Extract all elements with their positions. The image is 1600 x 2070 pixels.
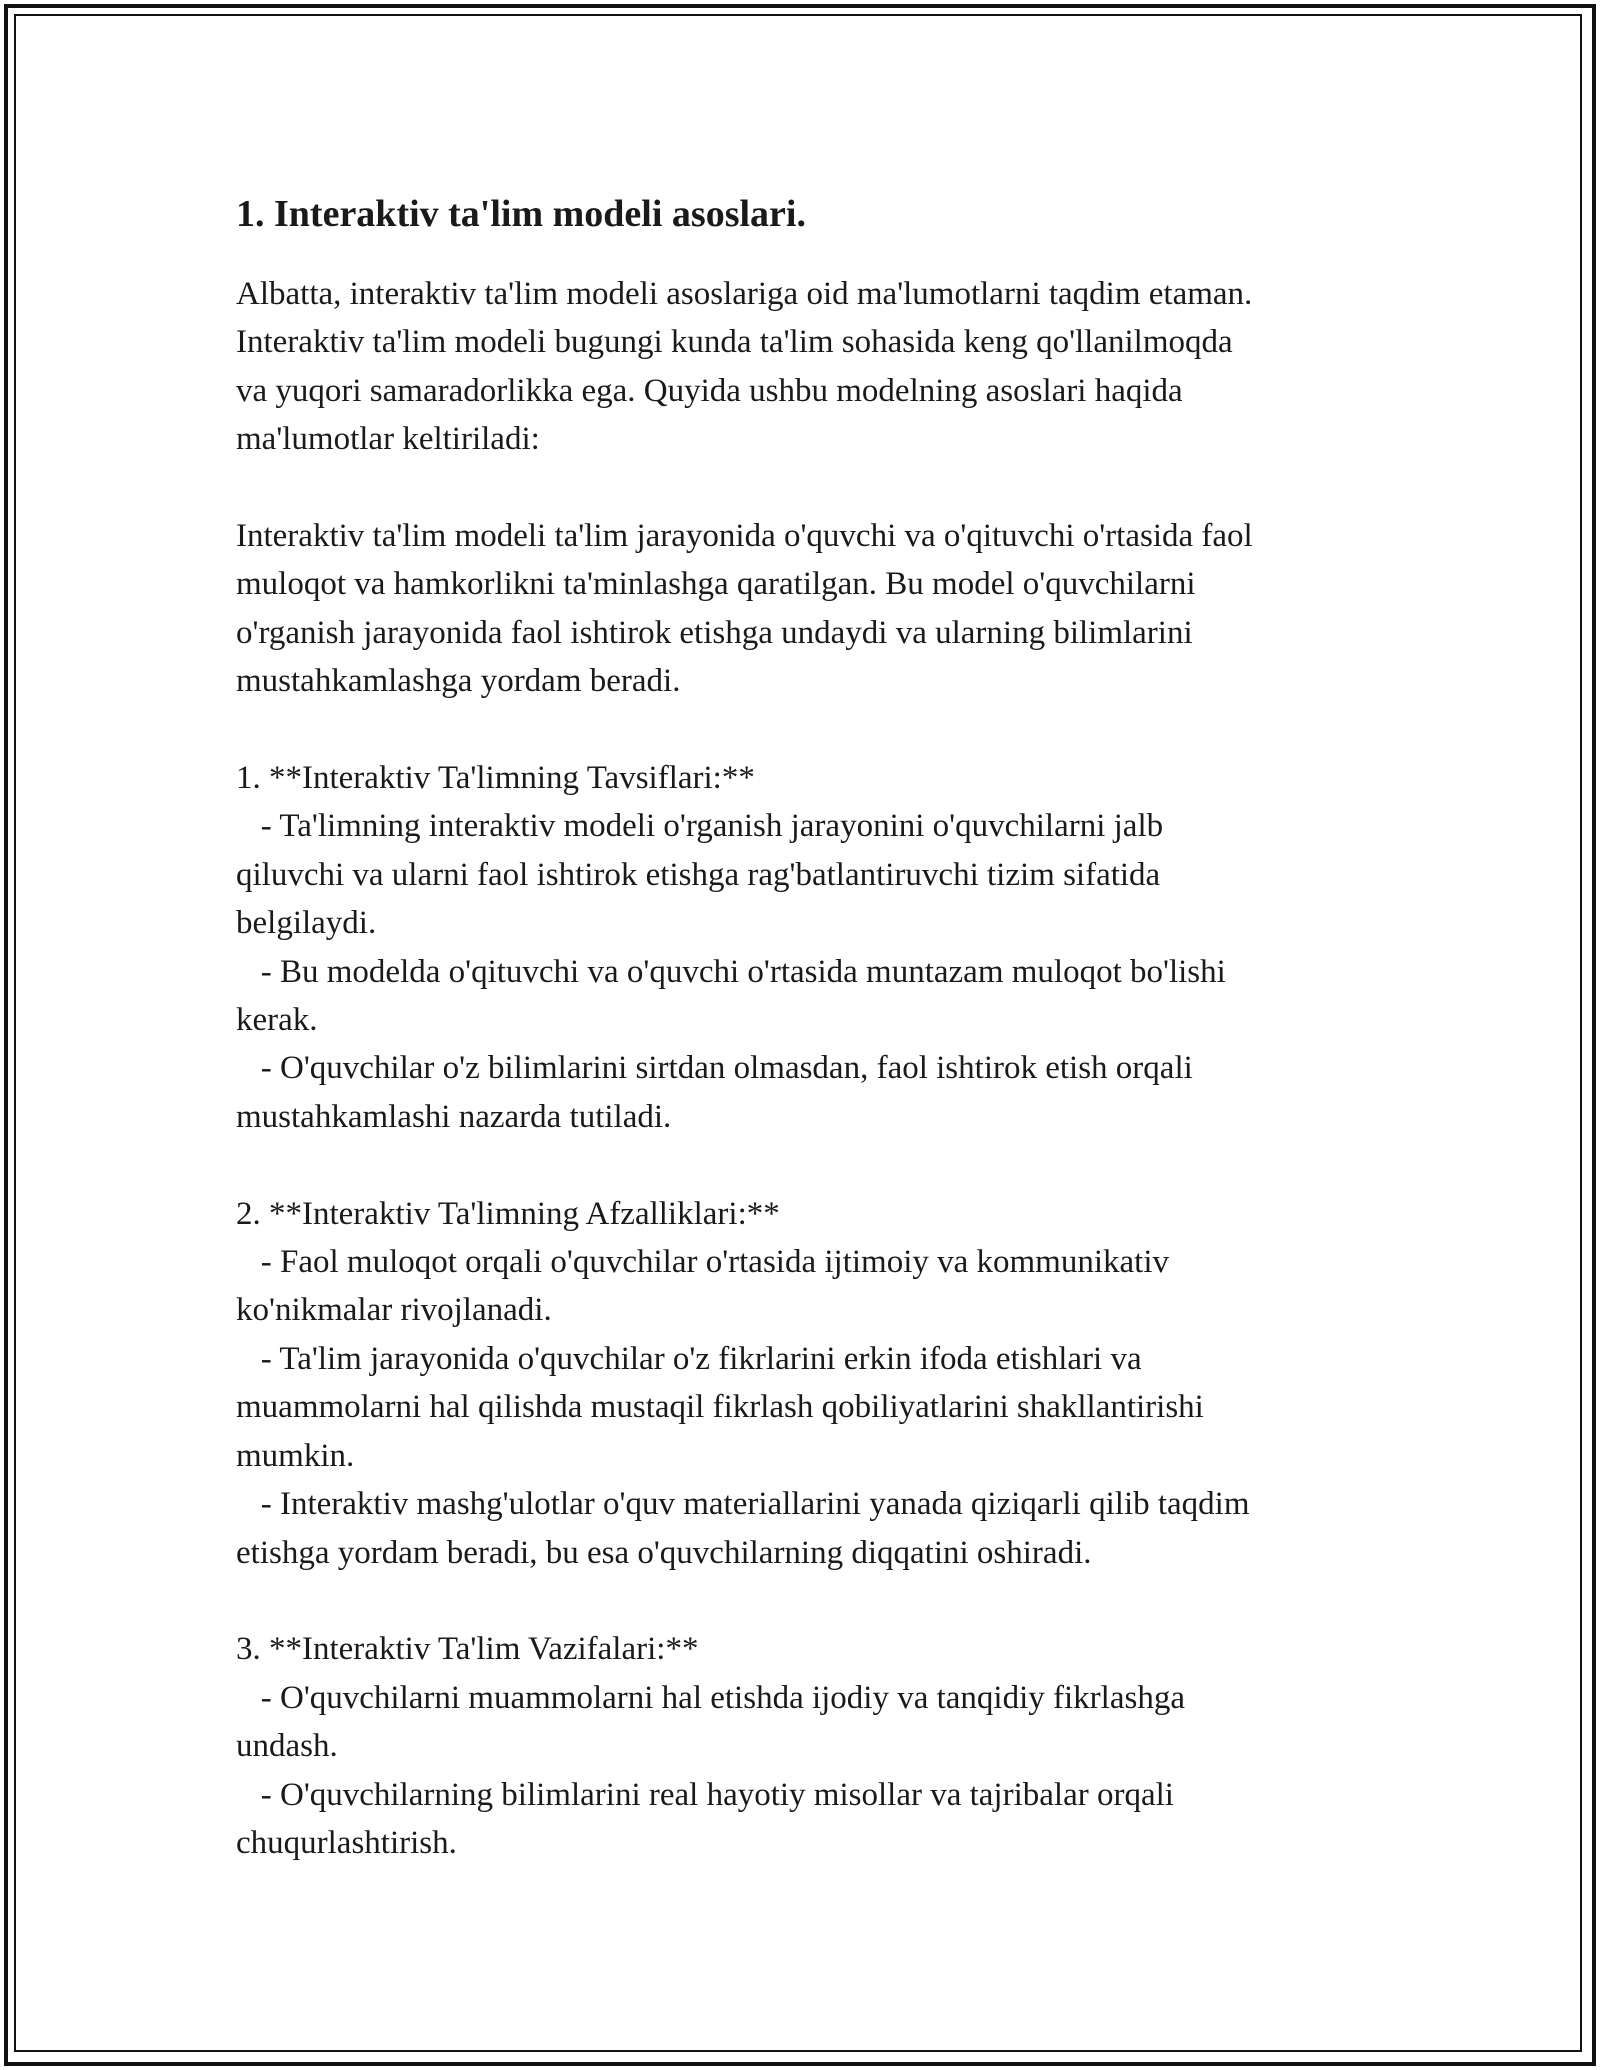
blank-line xyxy=(236,464,1396,512)
blank-line xyxy=(236,706,1396,754)
text-line: va yuqori samaradorlikka ega. Quyida ushbu modelning asoslari haqida xyxy=(236,372,1183,409)
blank-line xyxy=(236,1141,1396,1189)
text-line: o'rganish jarayonida faol ishtirok etishga undaydi va ularning bilimlarini xyxy=(236,614,1193,651)
text-line: - O'quvchilarni muammolarni hal etishda ijodiy va tanqidiy fikrlashga xyxy=(236,1679,1185,1716)
text-line: ko'nikmalar rivojlanadi. xyxy=(236,1292,552,1329)
text-line: qiluvchi va ularni faol ishtirok etishga rag'batlantiruvchi tizim sifatida xyxy=(236,856,1161,893)
text-line: etishga yordam beradi, bu esa o'quvchilarning diqqatini oshiradi. xyxy=(236,1534,1092,1571)
text-line: chuqurlashtirish. xyxy=(236,1824,457,1861)
text-line: - Faol muloqot orqali o'quvchilar o'rtasida ijtimoiy va kommunikativ xyxy=(236,1244,1170,1281)
text-line: Interaktiv ta'lim modeli ta'lim jarayonida o'quvchi va o'qituvchi o'rtasida faol xyxy=(236,518,1253,555)
text-line: - Bu modelda o'qituvchi va o'quvchi o'rtasida muntazam muloqot bo'lishi xyxy=(236,953,1226,990)
text-line: - Ta'lim jarayonida o'quvchilar o'z fikrlarini erkin ifoda etishlari va xyxy=(236,1340,1142,1377)
text-line: 3. **Interaktiv Ta'lim Vazifalari:** xyxy=(236,1631,699,1668)
text-line: undash. xyxy=(236,1728,338,1765)
text-line: kerak. xyxy=(236,1002,318,1039)
text-line: mustahkamlashga yordam beradi. xyxy=(236,663,681,700)
text-line: ma'lumotlar keltiriladi: xyxy=(236,421,540,458)
document-content xyxy=(236,186,1396,1867)
text-line: - O'quvchilar o'z bilimlarini sirtdan olmasdan, faol ishtirok etish orqali xyxy=(236,1050,1193,1087)
text-line: belgilaydi. xyxy=(236,905,377,942)
blank-line xyxy=(236,1577,1396,1625)
text-line: - O'quvchilarning bilimlarini real hayotiy misollar va tajribalar orqali xyxy=(236,1776,1174,1813)
text-line: mustahkamlashi nazarda tutiladi. xyxy=(236,1098,672,1135)
text-line: muammolarni hal qilishda mustaqil fikrlash qobiliyatlarini shakllantirishi xyxy=(236,1389,1204,1426)
text-line: mumkin. xyxy=(236,1437,355,1474)
document-body xyxy=(236,270,1396,1867)
text-line: Albatta, interaktiv ta'lim modeli asoslariga oid ma'lumotlarni taqdim etaman. xyxy=(236,276,1253,312)
text-line: - Ta'limning interaktiv modeli o'rganish jarayonini o'quvchilarni jalb xyxy=(236,808,1164,845)
text-line: Interaktiv ta'lim modeli bugungi kunda ta'lim sohasida keng qo'llanilmoqda xyxy=(236,324,1233,361)
document-heading: 1. Interaktiv ta'lim modeli asoslari. xyxy=(236,193,806,235)
text-line: muloqot va hamkorlikni ta'minlashga qaratilgan. Bu model o'quvchilarni xyxy=(236,566,1196,603)
text-line: 2. **Interaktiv Ta'limning Afzalliklari:** xyxy=(236,1195,780,1232)
text-line: 1. **Interaktiv Ta'limning Tavsiflari:** xyxy=(236,760,755,797)
text-line: - Interaktiv mashg'ulotlar o'quv materiallarini yanada qiziqarli qilib taqdim xyxy=(236,1486,1250,1523)
